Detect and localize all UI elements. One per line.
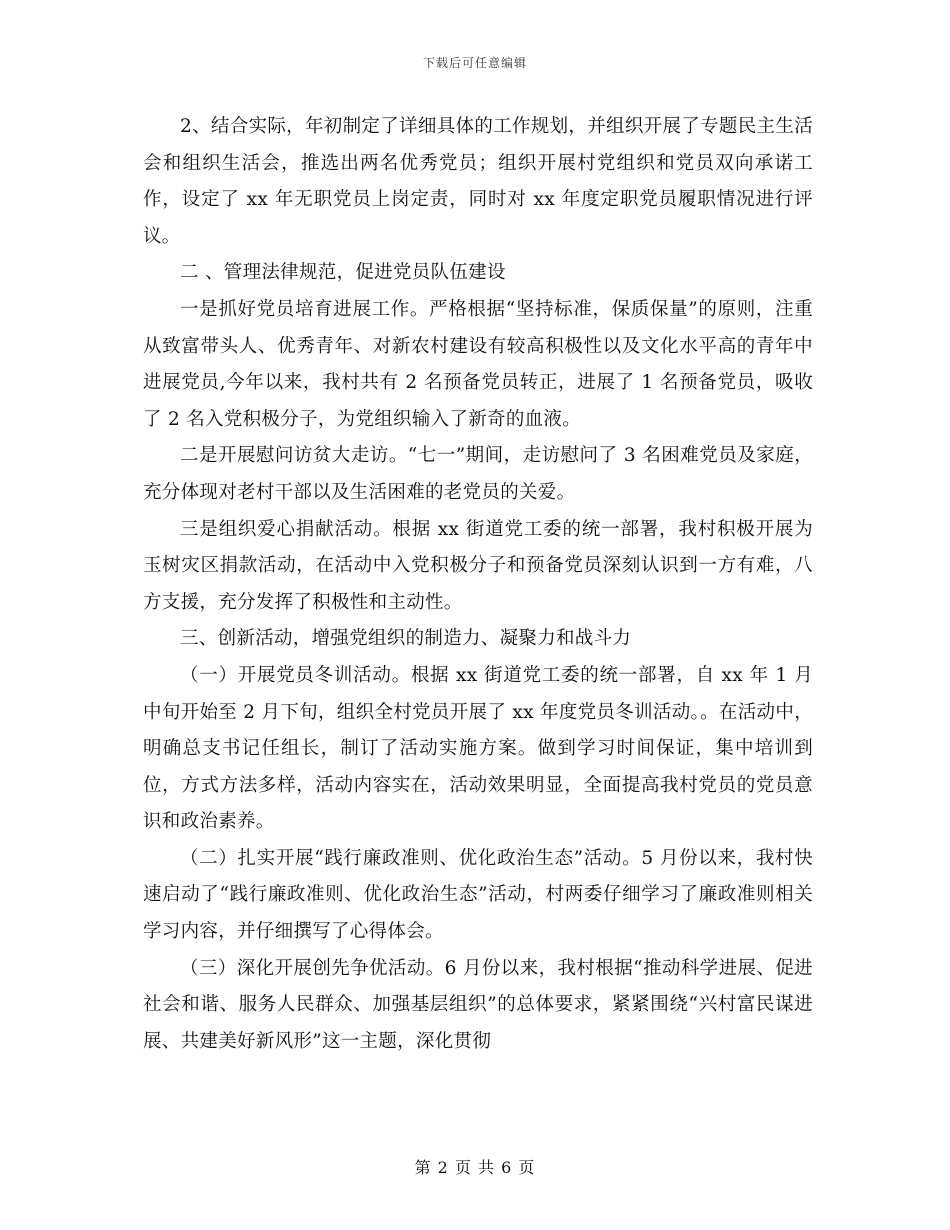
section-heading-2: 二 、管理法律规范，促进党员队伍建设: [180, 262, 506, 284]
paragraph-1: 2、结合实际，年初制定了详细具体的工作规划，并组织开展了专题民主生活会和组织生活会，推选出两名优秀党员；组织开展村党组织和党员双向承诺工作，设定了 xx 年无职党员上岗定责，同时对 xx 年度定职党员履职情况进行评议。: [143, 116, 813, 247]
page-number-footer: 第 2 页 共 6 页: [414, 1158, 536, 1177]
paragraph-7: （一）开展党员冬训活动。根据 xx 街道党工委的统一部署，自 xx 年 1 月中旬开始至 2 月下旬，组织全村党员开展了 xx 年度党员冬训活动。。在活动中，明确总支书记任组长，制订了活动实施方案。做到学习时间保证，集中培训到位，方式方法多样，活动内容实在，活动效果明显，全面提高我村党员的党员意识和政治素养。: [143, 664, 813, 833]
paragraph-8: （二）扎实开展“践行廉政准则、优化政治生态”活动。5 月份以来，我村快速启动了“践行廉政准则、优化政治生态”活动，村两委仔细学习了廉政准则相关学习内容，并仔细撰写了心得体会。: [143, 847, 813, 943]
section-heading-6: 三、创新活动，增强党组织的制造力、凝聚力和战斗力: [180, 628, 632, 650]
paragraph-4: 二是开展慰问访贫大走访。“七一”期间，走访慰问了 3 名困难党员及家庭，充分体现对老村干部以及生活困难的老党员的关爱。: [143, 445, 813, 503]
paragraph-5: 三是组织爱心捐献活动。根据 xx 街道党工委的统一部署，我村积极开展为玉树灾区捐款活动，在活动中入党积极分子和预备党员深刻认识到一方有难，八方支援，充分发挥了积极性和主动性。: [143, 518, 813, 613]
paragraph-9: （三）深化开展创先争优活动。6 月份以来，我村根据“推动科学进展、促进社会和谐、服务人民群众、加强基层组织”的总体要求，紧紧围绕“兴村富民谋进展、共建美好新风形”这一主题，深化贯彻: [143, 957, 813, 1052]
page-header: 下载后可任意编辑: [422, 56, 527, 70]
document-body: [143, 109, 813, 1060]
paragraph-3: 一是抓好党员培育进展工作。严格根据“坚持标准，保质保量”的原则，注重从致富带头人、优秀青年、对新农村建设有较高积极性以及文化水平高的青年中进展党员,今年以来，我村共有 2 名预备党员转正，进展了 1 名预备党员，吸收了 2 名入党积极分子，为党组织输入了新奇的血液。: [143, 298, 813, 430]
